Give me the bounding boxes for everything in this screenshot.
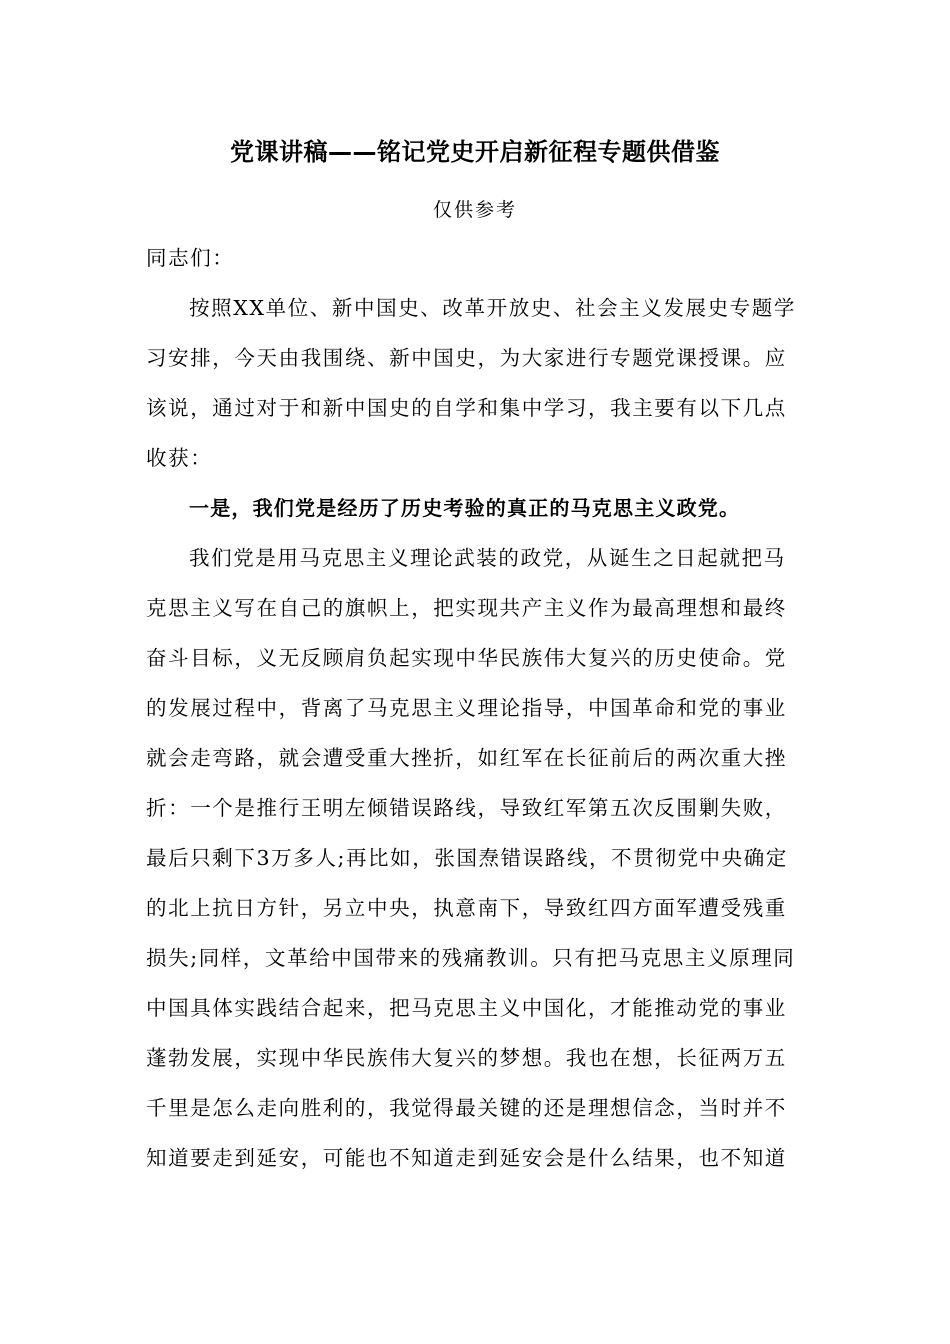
paragraph-line: 的北上抗日方针，另立中央，执意南下，导致红四方面军遭受残重 <box>146 896 787 920</box>
paragraph-line: 折：一个是推行王明左倾错误路线，导致红军第五次反围剿失败， <box>146 796 787 820</box>
paragraph-line: 千里是怎么走向胜利的，我觉得最关键的还是理想信念，当时并不 <box>146 1096 787 1120</box>
paragraph-line: 收获： <box>146 446 213 470</box>
salutation-line: 同志们： <box>146 246 235 270</box>
paragraph-line: 就会走弯路，就会遭受重大挫折，如红军在长征前后的两次重大挫 <box>146 746 787 770</box>
paragraph-line: 按照XX单位、新中国史、改革开放史、社会主义发展史专题学 <box>189 296 796 320</box>
paragraph-line: 习安排，今天由我围绕、新中国史，为大家进行专题党课授课。应 <box>146 346 787 370</box>
paragraph-line: 最后只剩下3万多人;再比如，张国焘错误路线，不贯彻党中央确定 <box>146 846 788 870</box>
paragraph-line: 该说，通过对于和新中国史的自学和集中学习，我主要有以下几点 <box>146 396 787 420</box>
paragraph-line: 我们党是用马克思主义理论武装的政党，从诞生之日起就把马 <box>189 546 786 570</box>
paragraph-line: 的发展过程中，背离了马克思主义理论指导，中国革命和党的事业 <box>146 696 787 720</box>
section-heading: 一是，我们党是经历了历史考验的真正的马克思主义政党。 <box>189 496 741 520</box>
paragraph-line: 损失;同样，文革给中国带来的残痛教训。只有把马克思主义原理同 <box>146 946 796 970</box>
paragraph-line: 蓬勃发展，实现中华民族伟大复兴的梦想。我也在想，长征两万五 <box>146 1046 787 1070</box>
paragraph-line: 克思主义写在自己的旗帜上，把实现共产主义作为最高理想和最终 <box>146 596 787 620</box>
paragraph-line: 知道要走到延安，可能也不知道走到延安会是什么结果，也不知道 <box>146 1146 787 1170</box>
document-title: 党课讲稿——铭记党史开启新征程专题供借鉴 <box>230 138 720 166</box>
paragraph-line: 奋斗目标，义无反顾肩负起实现中华民族伟大复兴的历史使命。党 <box>146 646 787 670</box>
document-subtitle: 仅供参考 <box>432 199 517 221</box>
paragraph-line: 中国具体实践结合起来，把马克思主义中国化，才能推动党的事业 <box>146 996 787 1020</box>
